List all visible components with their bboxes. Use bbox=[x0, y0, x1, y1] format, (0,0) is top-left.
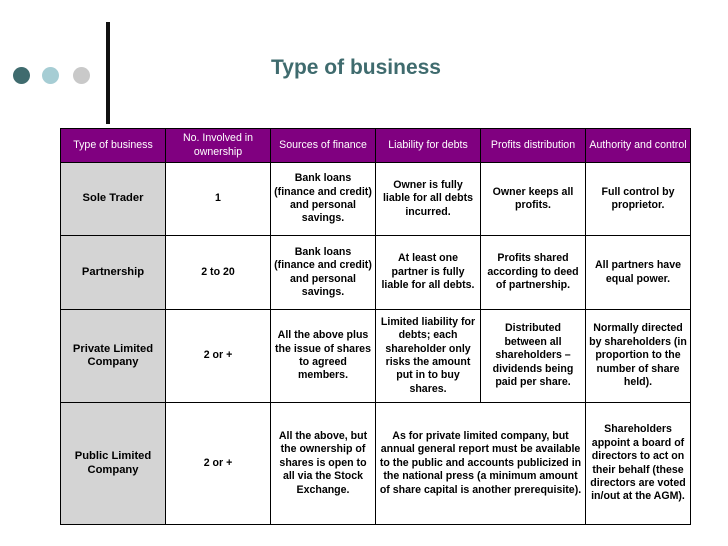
cell-authority: Full control by proprietor. bbox=[586, 163, 691, 236]
cell-authority: All partners have equal power. bbox=[586, 236, 691, 310]
cell-authority: Shareholders appoint a board of directors to act on their behalf (these directors are voted in/out at the AGM). bbox=[586, 403, 691, 525]
cell-ownership: 1 bbox=[166, 163, 271, 236]
table-row-partnership bbox=[61, 236, 691, 310]
header-row bbox=[61, 129, 691, 163]
table-row-public-limited bbox=[61, 403, 691, 525]
header-authority: Authority and control bbox=[586, 129, 691, 163]
header-liability: Liability for debts bbox=[376, 129, 481, 163]
table-row-sole-trader bbox=[61, 163, 691, 236]
header-profits: Profits distribution bbox=[481, 129, 586, 163]
cell-finance: All the above plus the issue of shares to agreed members. bbox=[271, 310, 376, 403]
row-header: Private Limited Company bbox=[61, 310, 166, 403]
table-row-private-limited bbox=[61, 310, 691, 403]
row-header: Public Limited Company bbox=[61, 403, 166, 525]
cell-liability: Limited liability for debts; each shareholder only risks the amount put in to buy shares. bbox=[376, 310, 481, 403]
header-finance: Sources of finance bbox=[271, 129, 376, 163]
cell-ownership: 2 to 20 bbox=[166, 236, 271, 310]
cell-profits: Distributed between all shareholders – dividends being paid per share. bbox=[481, 310, 586, 403]
decorative-dot-light-blue bbox=[42, 67, 59, 84]
cell-authority: Normally directed by shareholders (in proportion to the number of share held). bbox=[586, 310, 691, 403]
header-ownership: No. Involved in ownership bbox=[166, 129, 271, 163]
business-types-table bbox=[60, 128, 691, 525]
decorative-vertical-bar bbox=[106, 22, 110, 124]
header-type: Type of business bbox=[61, 129, 166, 163]
cell-ownership: 2 or + bbox=[166, 403, 271, 525]
cell-liability: At least one partner is fully liable for all debts. bbox=[376, 236, 481, 310]
cell-finance: All the above, but the ownership of shares is open to all via the Stock Exchange. bbox=[271, 403, 376, 525]
slide-title: Type of business bbox=[271, 56, 441, 79]
row-header: Partnership bbox=[61, 236, 166, 310]
cell-profits: Owner keeps all profits. bbox=[481, 163, 586, 236]
cell-profits: Profits shared according to deed of partnership. bbox=[481, 236, 586, 310]
cell-liability-and-profits: As for private limited company, but annual general report must be available to the public and accounts publicized in the national press (a minimum amount of share capital is another prerequisite). bbox=[376, 403, 586, 525]
cell-liability: Owner is fully liable for all debts incurred. bbox=[376, 163, 481, 236]
decorative-dot-grey bbox=[73, 67, 90, 84]
row-header: Sole Trader bbox=[61, 163, 166, 236]
decorative-dot-dark bbox=[13, 67, 30, 84]
cell-finance: Bank loans (finance and credit) and personal savings. bbox=[271, 236, 376, 310]
cell-ownership: 2 or + bbox=[166, 310, 271, 403]
cell-finance: Bank loans (finance and credit) and personal savings. bbox=[271, 163, 376, 236]
